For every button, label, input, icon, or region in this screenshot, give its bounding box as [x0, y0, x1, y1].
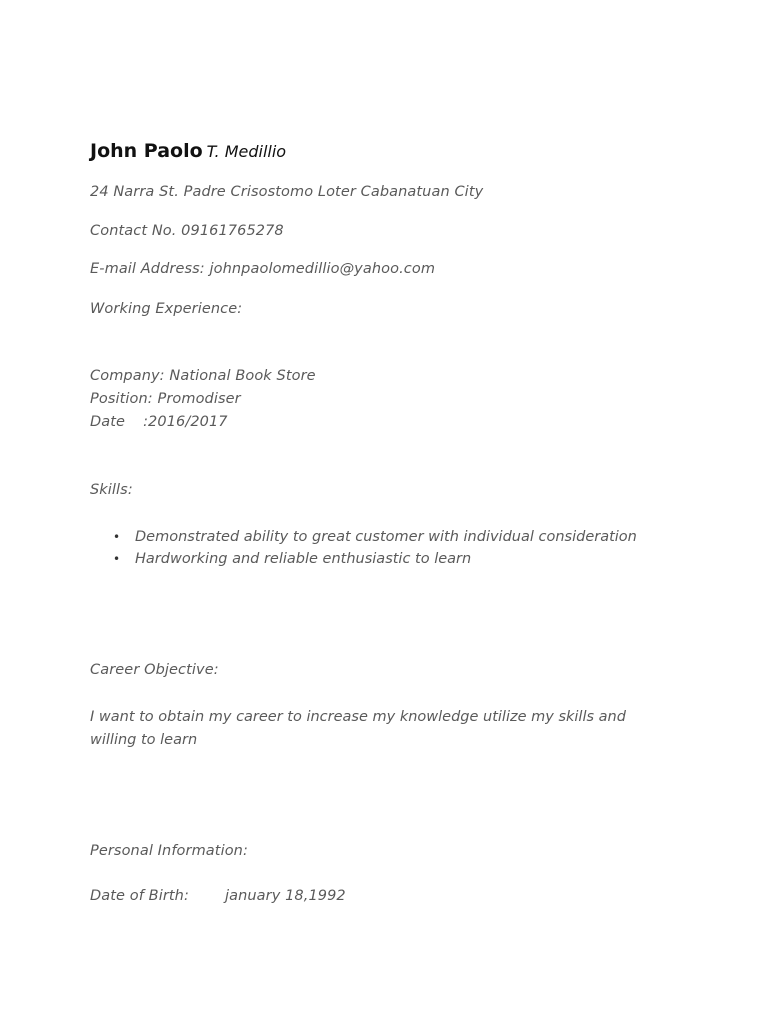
personal-information-heading: Personal Information: — [90, 843, 248, 859]
career-objective-heading: Career Objective: — [90, 662, 219, 678]
company-value: National Book Store — [169, 368, 316, 384]
skills-list — [110, 526, 637, 570]
career-objective-text: I want to obtain my career to increase my knowledge utilize my skills and willing to learn — [90, 709, 626, 748]
company-label: Company: — [90, 368, 165, 384]
contact-number-label: Contact No. — [90, 223, 177, 239]
work-date — [90, 414, 228, 430]
contact-number-value: 09161765278 — [181, 223, 284, 239]
email-address — [90, 261, 435, 277]
skills-heading: Skills: — [90, 482, 133, 498]
position — [90, 391, 241, 407]
contact-number — [90, 223, 284, 239]
last-name: T. Medillio — [206, 142, 287, 161]
working-experience-heading: Working Experience: — [90, 301, 243, 317]
skill-text: Hardworking and reliable enthusiastic to learn — [135, 551, 472, 567]
bullet-icon: • — [113, 552, 121, 566]
address: 24 Narra St. Padre Crisostomo Loter Cabanatuan City — [90, 184, 484, 200]
dob-label: Date of Birth: — [90, 888, 189, 904]
full-name — [90, 140, 286, 162]
email-label: E-mail Address: — [90, 261, 205, 277]
date-label: Date — [90, 414, 126, 430]
company — [90, 368, 316, 384]
date-value: :2016/2017 — [143, 414, 228, 430]
position-value: Promodiser — [157, 391, 241, 407]
email-value: johnpaolomedillio@yahoo.com — [209, 261, 436, 277]
date-of-birth — [90, 888, 346, 904]
list-item — [110, 526, 637, 548]
dob-value: january 18,1992 — [224, 888, 346, 904]
position-label: Position: — [90, 391, 153, 407]
list-item — [110, 548, 637, 570]
skill-text: Demonstrated ability to great customer with individual consideration — [135, 529, 637, 545]
first-name: John Paolo — [90, 140, 203, 162]
bullet-icon: • — [113, 530, 121, 544]
